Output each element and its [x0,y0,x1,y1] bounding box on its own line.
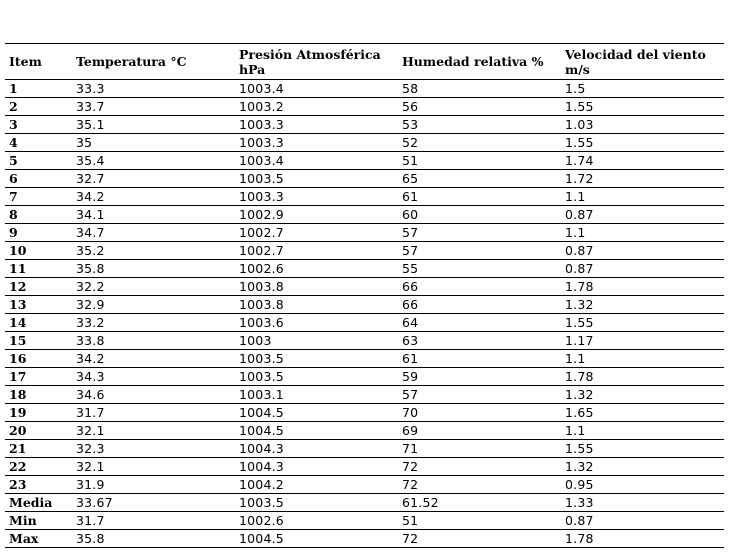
cell-wind-speed: 0.87 [565,512,594,528]
cell-temperature: 34.2 [76,350,105,366]
cell-item: 16 [9,350,27,366]
table-row [5,494,724,512]
table-row [5,260,724,278]
cell-wind-speed: 1.55 [565,314,594,330]
table-row [5,278,724,296]
cell-temperature: 31.7 [76,512,105,528]
cell-wind-speed: 1.32 [565,458,594,474]
cell-humidity: 64 [402,314,419,330]
cell-temperature: 35.1 [76,116,105,132]
cell-temperature: 35.8 [76,260,105,276]
cell-wind-speed: 0.95 [565,476,594,492]
header-temperature: Temperatura °C [76,54,187,69]
header-pressure: Presión Atmosférica hPa [239,46,381,77]
cell-pressure: 1003.3 [239,134,284,150]
cell-temperature: 32.7 [76,170,105,186]
table-row [5,422,724,440]
cell-pressure: 1003.8 [239,296,284,312]
table-row [5,98,724,116]
cell-pressure: 1003.5 [239,350,284,366]
cell-item: 5 [9,152,18,168]
cell-wind-speed: 1.03 [565,116,594,132]
cell-humidity: 60 [402,206,419,222]
table-row [5,530,724,548]
cell-temperature: 33.3 [76,80,105,96]
cell-temperature: 32.1 [76,458,105,474]
cell-pressure: 1003.3 [239,188,284,204]
cell-humidity: 52 [402,134,419,150]
cell-wind-speed: 1.1 [565,224,586,240]
table-body [5,80,724,548]
cell-humidity: 72 [402,476,419,492]
cell-temperature: 33.2 [76,314,105,330]
cell-temperature: 32.9 [76,296,105,312]
cell-temperature: 34.1 [76,206,105,222]
table-row [5,80,724,98]
cell-pressure: 1003.8 [239,278,284,294]
cell-wind-speed: 0.87 [565,206,594,222]
cell-temperature: 32.2 [76,278,105,294]
table-row [5,170,724,188]
cell-humidity: 72 [402,530,419,546]
cell-pressure: 1003.3 [239,116,284,132]
cell-pressure: 1003.1 [239,386,284,402]
cell-wind-speed: 1.1 [565,422,586,438]
cell-item: 22 [9,458,27,474]
table-row [5,440,724,458]
cell-humidity: 57 [402,386,419,402]
cell-item: Max [9,530,39,546]
cell-wind-speed: 1.1 [565,350,586,366]
table-row [5,404,724,422]
cell-pressure: 1004.3 [239,440,284,456]
cell-temperature: 31.9 [76,476,105,492]
cell-wind-speed: 1.33 [565,494,594,510]
header-item: Item [9,54,42,69]
cell-item: 6 [9,170,18,186]
table-row [5,206,724,224]
cell-item: 13 [9,296,27,312]
cell-temperature: 35.8 [76,530,105,546]
table-row [5,224,724,242]
cell-pressure: 1003.4 [239,152,284,168]
cell-item: 17 [9,368,27,384]
cell-pressure: 1003 [239,332,272,348]
cell-pressure: 1004.3 [239,458,284,474]
cell-humidity: 57 [402,242,419,258]
header-wind-speed: Velocidad del viento m/s [565,46,706,77]
cell-pressure: 1002.7 [239,242,284,258]
cell-temperature: 34.7 [76,224,105,240]
header-row [5,44,724,80]
cell-wind-speed: 1.65 [565,404,594,420]
cell-temperature: 33.7 [76,98,105,114]
table-row [5,242,724,260]
cell-item: 7 [9,188,18,204]
weather-data-table-container [5,43,724,548]
cell-wind-speed: 1.32 [565,386,594,402]
cell-pressure: 1003.5 [239,368,284,384]
cell-item: 14 [9,314,27,330]
cell-humidity: 59 [402,368,419,384]
cell-pressure: 1004.5 [239,422,284,438]
table-row [5,332,724,350]
cell-item: 21 [9,440,27,456]
cell-temperature: 33.8 [76,332,105,348]
cell-humidity: 72 [402,458,419,474]
cell-item: 2 [9,98,18,114]
cell-humidity: 51 [402,152,419,168]
cell-pressure: 1004.5 [239,530,284,546]
cell-wind-speed: 1.78 [565,368,594,384]
cell-humidity: 58 [402,80,419,96]
cell-wind-speed: 1.74 [565,152,594,168]
weather-data-table [5,43,724,548]
cell-wind-speed: 1.17 [565,332,594,348]
table-row [5,152,724,170]
cell-pressure: 1003.4 [239,80,284,96]
cell-humidity: 65 [402,170,419,186]
cell-item: 23 [9,476,27,492]
cell-humidity: 61 [402,350,419,366]
cell-item: 15 [9,332,27,348]
header-humidity: Humedad relativa % [402,54,544,69]
cell-item: 3 [9,116,18,132]
cell-wind-speed: 1.5 [565,80,586,96]
cell-wind-speed: 1.1 [565,188,586,204]
cell-wind-speed: 0.87 [565,242,594,258]
cell-pressure: 1002.7 [239,224,284,240]
cell-humidity: 61.52 [402,494,439,510]
cell-item: 19 [9,404,27,420]
cell-pressure: 1003.6 [239,314,284,330]
cell-humidity: 66 [402,278,419,294]
cell-humidity: 66 [402,296,419,312]
cell-humidity: 53 [402,116,419,132]
cell-wind-speed: 1.55 [565,98,594,114]
cell-temperature: 34.2 [76,188,105,204]
cell-temperature: 34.6 [76,386,105,402]
cell-temperature: 32.3 [76,440,105,456]
cell-temperature: 32.1 [76,422,105,438]
table-row [5,368,724,386]
table-row [5,296,724,314]
cell-humidity: 57 [402,224,419,240]
cell-wind-speed: 1.78 [565,278,594,294]
cell-pressure: 1002.9 [239,206,284,222]
cell-pressure: 1003.5 [239,170,284,186]
cell-humidity: 55 [402,260,419,276]
cell-wind-speed: 1.55 [565,440,594,456]
cell-wind-speed: 1.78 [565,530,594,546]
cell-humidity: 61 [402,188,419,204]
cell-wind-speed: 1.32 [565,296,594,312]
cell-item: 10 [9,242,27,258]
table-row [5,512,724,530]
cell-item: 9 [9,224,18,240]
cell-temperature: 35.2 [76,242,105,258]
cell-pressure: 1002.6 [239,512,284,528]
table-row [5,476,724,494]
cell-temperature: 35.4 [76,152,105,168]
table-row [5,116,724,134]
cell-wind-speed: 1.72 [565,170,594,186]
table-row [5,386,724,404]
cell-item: 18 [9,386,27,402]
table-row [5,314,724,332]
cell-wind-speed: 0.87 [565,260,594,276]
table-header [5,44,724,80]
table-row [5,458,724,476]
cell-wind-speed: 1.55 [565,134,594,150]
cell-item: 4 [9,134,18,150]
table-row [5,188,724,206]
cell-pressure: 1003.5 [239,494,284,510]
cell-humidity: 70 [402,404,419,420]
cell-humidity: 56 [402,98,419,114]
cell-item: Media [9,494,53,510]
cell-item: 1 [9,80,18,96]
cell-item: 12 [9,278,27,294]
cell-pressure: 1004.5 [239,404,284,420]
cell-pressure: 1004.2 [239,476,284,492]
cell-humidity: 63 [402,332,419,348]
table-row [5,350,724,368]
cell-pressure: 1003.2 [239,98,284,114]
cell-humidity: 69 [402,422,419,438]
cell-temperature: 34.3 [76,368,105,384]
cell-temperature: 31.7 [76,404,105,420]
cell-temperature: 35 [76,134,93,150]
cell-item: 8 [9,206,18,222]
table-row [5,134,724,152]
cell-item: Min [9,512,37,528]
cell-humidity: 71 [402,440,419,456]
cell-item: 11 [9,260,27,276]
cell-humidity: 51 [402,512,419,528]
cell-temperature: 33.67 [76,494,113,510]
cell-pressure: 1002.6 [239,260,284,276]
cell-item: 20 [9,422,27,438]
